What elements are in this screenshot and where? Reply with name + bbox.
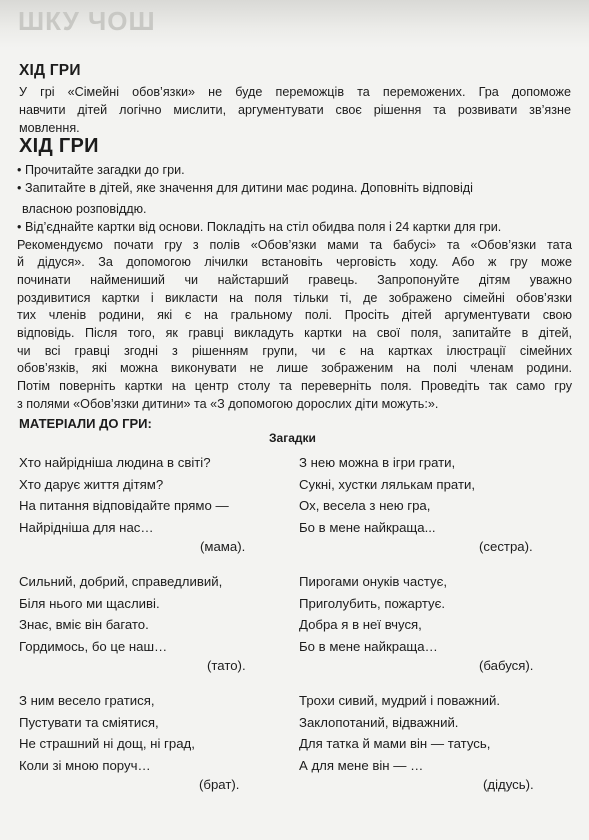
intro-line: мовлення. [19, 121, 80, 135]
riddle-line: Бо в мене найкраща... [299, 519, 436, 535]
riddle-block [299, 452, 549, 562]
materials-heading: МАТЕРІАЛИ ДО ГРИ: [19, 416, 152, 431]
riddle-answer: (брат). [199, 777, 240, 792]
riddle-line: А для мене він — … [299, 757, 424, 773]
riddle-line: Пустувати та сміятися, [19, 714, 159, 730]
bullet-line: з полями «Обов’язки дитини» та «З допомогою дорослих діти можуть:». [17, 396, 439, 411]
bullet-line: Потім поверніть картки на центр столу та переверніть поля. Проведіть так само гру [17, 378, 572, 393]
riddle-line: Бо в мене найкраща… [299, 638, 438, 654]
bullet-line [17, 219, 572, 237]
bullet-line: роздивитися картки і викласти на поля тільки ті, де зображено сімейні обов’язки [17, 290, 572, 305]
header-ghost-text: ШКУ ЧОШ [18, 6, 156, 36]
riddle-block [19, 452, 269, 562]
section-heading-1: ХІД ГРИ [19, 62, 81, 79]
bullet-text: Прочитайте загадки до гри. [25, 163, 185, 177]
riddle-line: Хто найрідніша людина в світі? [19, 455, 211, 470]
bullet-item-2 [17, 179, 572, 197]
intro-line: У грі «Сімейні обов’язки» не буде переможців та переможених. Гра допоможе [19, 85, 571, 99]
riddle-line: З ним весело гратися, [19, 693, 155, 708]
riddle-line: Коли зі мною поруч… [19, 757, 151, 773]
bullet-line: чи всі гравці згодні з рішенням групи, чи є на картках ілюстрації сімейних [17, 343, 572, 358]
riddle-line: Хто дарує життя дітям? [19, 476, 164, 492]
riddle-answer: (мама). [200, 539, 246, 554]
intro-line: навчити дітей логічно мислити, аргументувати своє рішення та розвивати зв’язне [19, 103, 571, 117]
section-heading-2: ХІД ГРИ [19, 135, 99, 157]
riddle-block [19, 571, 269, 681]
riddle-line: Не страшний ні дощ, ні град, [19, 736, 195, 751]
bullet-item-1 [17, 161, 572, 179]
bullet-item-3 [17, 219, 572, 413]
bullet-dot: • [17, 181, 22, 195]
riddle-line: Добра я в неї вчуся, [299, 617, 422, 632]
bullet-line: відповідь. Після того, як гравці викладуть картки на свої поля, запитайте в дітей, [17, 325, 572, 340]
riddle-line: Сильний, добрий, справедливий, [19, 574, 223, 589]
riddle-line: Приголубить, пожартує. [299, 595, 446, 611]
riddle-answer: (бабуся). [479, 658, 534, 673]
bullet-line: обов’язків, які можна виконувати не лише зображеним на полі членам родини. [17, 361, 572, 376]
riddle-block [299, 571, 549, 681]
riddle-block [19, 690, 269, 800]
bullet-item-2-continuation: власною розповіддю. [22, 202, 147, 216]
riddle-line: Заклопотаний, відважний. [299, 714, 459, 730]
bullet-line: починати наймениший чи найстарший гравець. Запропонуйте дітям уважно [17, 272, 572, 287]
riddle-answer: (дідусь). [483, 777, 534, 792]
riddle-line: Біля нього ми щасливі. [19, 595, 160, 611]
riddle-line: Знає, вміє він багато. [19, 617, 149, 632]
bullet-line: Рекомендуємо почати гру з полів «Обов’язки мами та бабусі» та «Обов’язки тата [17, 237, 572, 252]
bullet-text: Запитайте в дітей, яке значення для дитини має родина. Доповніть відповіді [25, 181, 473, 195]
riddle-line: Сукні, хустки лялькам прати, [299, 476, 476, 492]
riddle-line: Гордимось, бо це наш… [19, 638, 168, 654]
riddle-line: З нею можна в ігри грати, [299, 455, 456, 470]
riddle-block [299, 690, 549, 800]
riddles-subheading: Загадки [269, 431, 316, 445]
riddle-line: Для татка й мами він — татусь, [299, 736, 491, 751]
bullet-line: й дідуся». За допомогою лічилки встановіть черговість ходу. Або ж гру може [17, 255, 572, 270]
riddle-line: На питання відповідайте прямо — [19, 498, 229, 513]
bullet-dot: • [17, 163, 22, 177]
riddle-line: Пирогами онуків частує, [299, 574, 448, 589]
riddle-answer: (тато). [207, 658, 246, 673]
riddle-answer: (сестра). [479, 539, 533, 554]
bullet-dot: • [17, 220, 22, 234]
riddle-line: Найрідніша для нас… [19, 519, 154, 535]
intro-paragraph [19, 83, 571, 137]
bullet-line: тих членів родини, які є на гральному полі. Просіть дітей аргументувати свою [17, 308, 572, 323]
riddle-line: Ох, весела з нею гра, [299, 498, 431, 513]
riddle-line: Трохи сивий, мудрий і поважний. [299, 693, 501, 708]
bullet-text: Від’єднайте картки від основи. Покладіть на стіл обидва поля і 24 картки для гри. [25, 220, 502, 234]
